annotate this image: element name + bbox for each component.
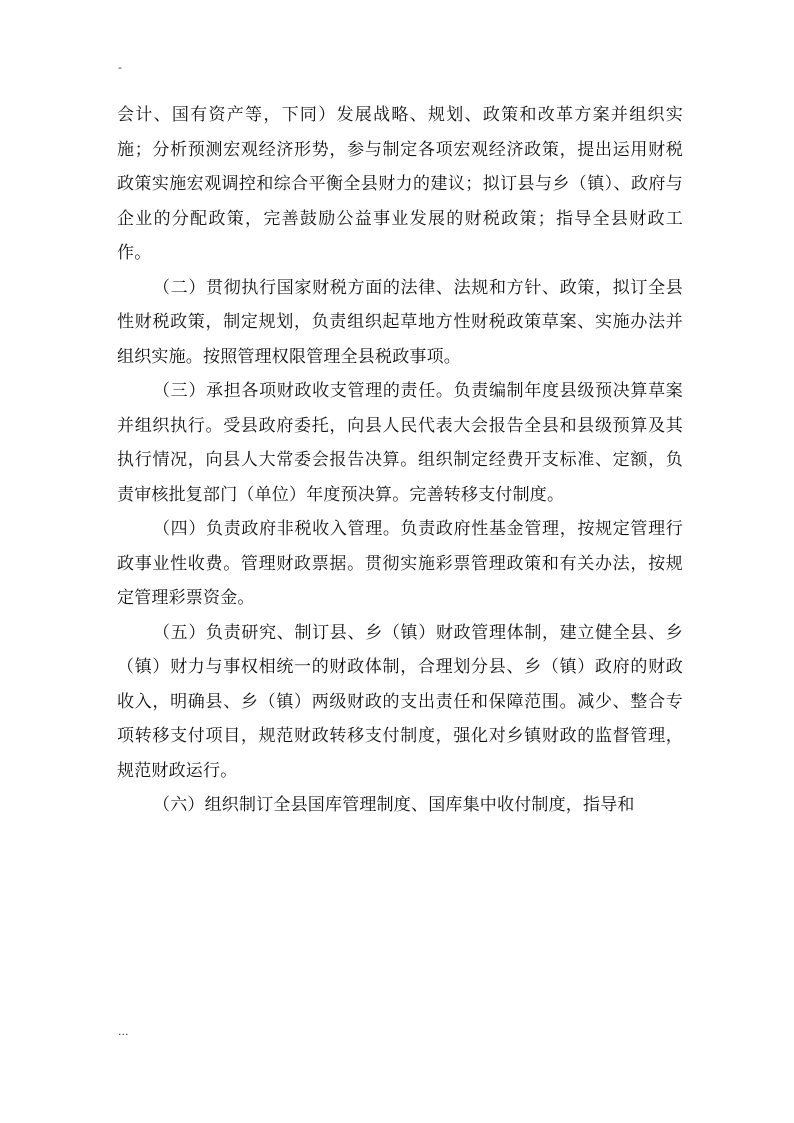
header-mark: -	[118, 61, 122, 74]
paragraph-item-5: （五）负责研究、制订县、乡（镇）财政管理体制，建立健全县、乡（镇）财力与事权相统一的财政体制，合理划分县、乡（镇）政府的财政收入，明确县、乡（镇）两级财政的支出责任和保障范围。减少、整合专项转移支付项目，规范财政转移支付制度，强化对乡镇财政的监督管理，规范财政运行。	[117, 622, 683, 781]
paragraph-item-2: （二）贯彻执行国家财税方面的法律、法规和方针、政策，拟订全县性财税政策，制定规划，负责组织起草地方性财税政策草案、实施办法并组织实施。按照管理权限管理全县税政事项。	[117, 277, 683, 367]
footer-mark: ...	[118, 1025, 129, 1038]
paragraph-continuation: 会计、国有资产等，下同）发展战略、规划、政策和改革方案并组织实施；分析预测宏观经济形势，参与制定各项宏观经济政策，提出运用财税政策实施宏观调控和综合平衡全县财力的建议；拟订县与乡（镇）、政府与企业的分配政策，完善鼓励公益事业发展的财税政策；指导全县财政工作。	[117, 105, 683, 263]
document-body	[117, 98, 683, 823]
paragraph-item-3: （三）承担各项财政收支管理的责任。负责编制年度县级预决算草案并组织执行。受县政府委托，向县人民代表大会报告全县和县级预算及其执行情况，向县人大常委会报告决算。组织制定经费开支标准、定额，负责审核批复部门（单位）年度预决算。完善转移支付制度。	[117, 381, 683, 505]
paragraph-item-6: （六）组织制订全县国库管理制度、国库集中收付制度，指导和	[153, 795, 635, 815]
paragraph-item-4: （四）负责政府非税收入管理。负责政府性基金管理，按规定管理行政事业性收费。管理财政票据。贯彻实施彩票管理政策和有关办法，按规定管理彩票资金。	[117, 519, 683, 608]
